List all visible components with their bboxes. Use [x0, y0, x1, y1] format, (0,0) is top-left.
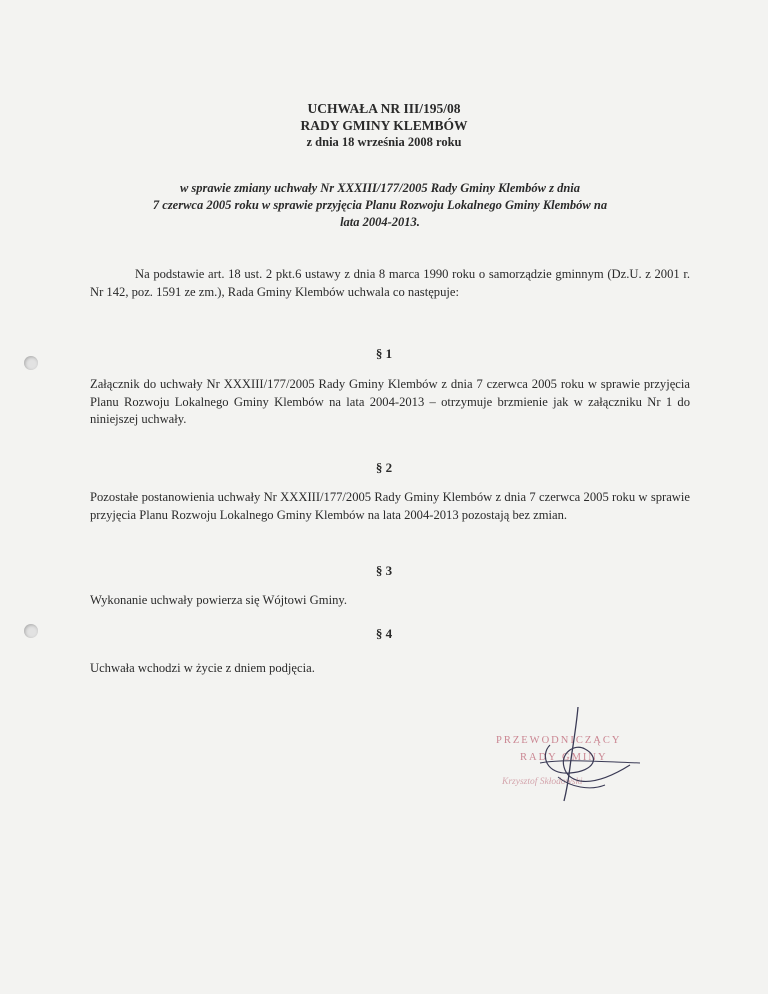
section-2-text: Pozostałe postanowienia uchwały Nr XXXIII/177/2005 Rady Gminy Klembów z dnia 7 czerwca 2005 roku w sprawie przyjęcia Planu Rozwoju Lokalnego Gminy Klembów na lata 2004-2013 pozostają bez zmian. — [90, 490, 690, 522]
preamble: Na podstawie art. 18 ust. 2 pkt.6 ustawy z dnia 8 marca 1990 roku o samorządzie gminnym (Dz.U. z 2001 r. Nr 142, poz. 1591 ze zm.), Rada Gminy Klembów uchwala co następuje: — [90, 267, 690, 299]
section-4-heading: § 4 — [375, 626, 393, 641]
resolution-date: z dnia 18 września 2008 roku — [306, 135, 462, 149]
council-name: RADY GMINY KLEMBÓW — [300, 118, 468, 133]
section-1-text: Załącznik do uchwały Nr XXXIII/177/2005 Rady Gminy Klembów z dnia 7 czerwca 2005 roku w sprawie przyjęcia Planu Rozwoju Lokalnego Gminy Klembów na lata 2004-2013 – otrzymuje brzmienie jak w załączniku Nr 1 do niniejszej uchwały. — [90, 377, 690, 426]
section-2-heading: § 2 — [375, 460, 393, 475]
subject-line-3: lata 2004-2013. — [340, 215, 420, 229]
subject-line-2: 7 czerwca 2005 roku w sprawie przyjęcia Planu Rozwoju Lokalnego Gminy Klembów na — [152, 198, 608, 212]
stamp-name: Krzysztof Skłodowski — [502, 777, 583, 787]
signature — [480, 705, 650, 815]
stamp-council: RADY GMINY — [520, 752, 608, 763]
section-1-heading: § 1 — [375, 346, 393, 361]
section-3-heading: § 3 — [375, 563, 393, 578]
stamp-title: PRZEWODNICZĄCY — [496, 735, 622, 746]
chairman-stamp — [480, 705, 650, 815]
subject-line-1: w sprawie zmiany uchwały Nr XXXIII/177/2005 Rady Gminy Klembów z dnia — [179, 181, 581, 195]
resolution-number: UCHWAŁA NR III/195/08 — [307, 101, 461, 116]
section-3-text: Wykonanie uchwały powierza się Wójtowi Gminy. — [90, 593, 347, 607]
section-4-text: Uchwała wchodzi w życie z dniem podjęcia. — [90, 661, 315, 675]
